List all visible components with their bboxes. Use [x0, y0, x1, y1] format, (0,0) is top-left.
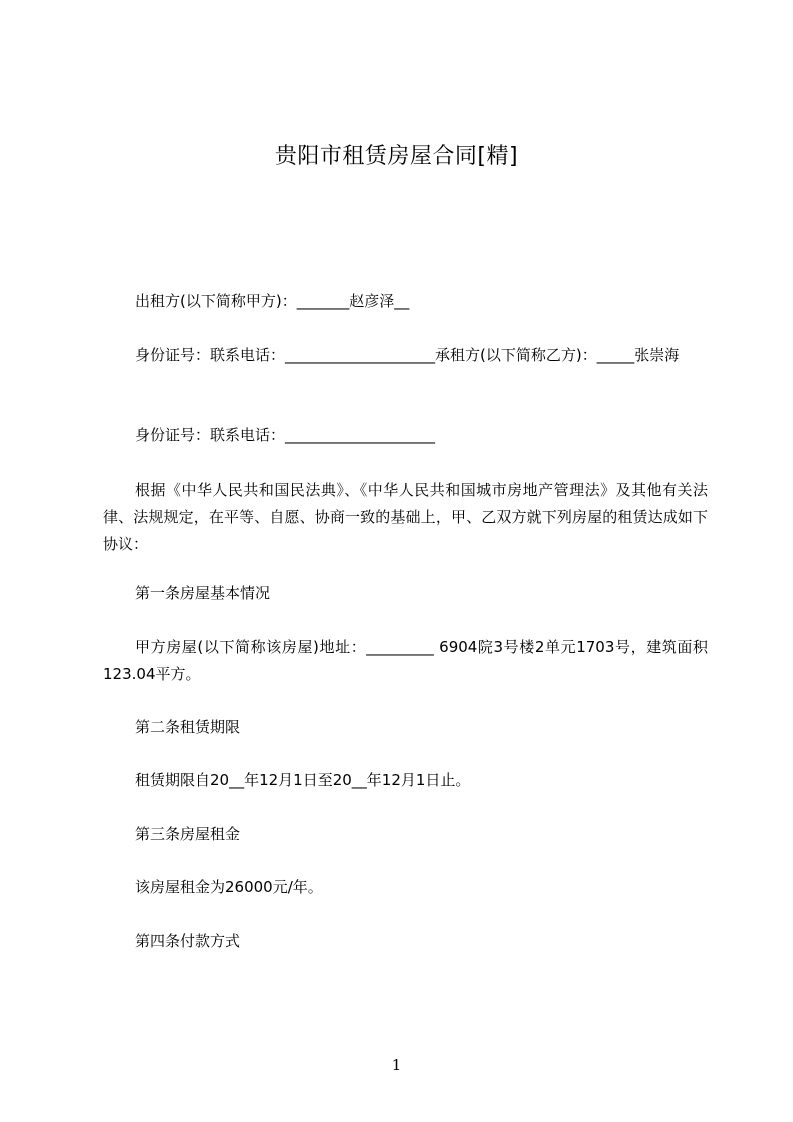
preamble-paragraph: 根据《中华人民共和国民法典》、《中华人民共和国城市房地产管理法》及其他有关法律、法规规定，在平等、自愿、协商一致的基础上，甲、乙双方就下列房屋的租赁达成如下协议：	[103, 481, 708, 553]
article-2-heading: 第二条租赁期限	[135, 718, 241, 736]
page-number: 1	[391, 1056, 402, 1074]
article-4-heading: 第四条付款方式	[135, 932, 241, 950]
article-3-heading: 第三条房屋租金	[135, 825, 241, 843]
document-title: 贵阳市租赁房屋合同[精]	[274, 144, 519, 169]
lease-term-paragraph: 租赁期限自20__年12月1日至20__年12月1日止。	[135, 771, 471, 789]
lessor-line: 出租方(以下简称甲方)：_______赵彦泽__	[135, 292, 410, 310]
property-address-paragraph: 甲方房屋(以下简称该房屋)地址：_________ 6904院3号楼2单元1703号，建筑面积123.04平方。	[103, 638, 708, 683]
lessor-id-lessee-line: 身份证号：联系电话：____________________承租方(以下简称乙方)：_____张崇海	[135, 346, 680, 364]
article-1-heading: 第一条房屋基本情况	[135, 584, 271, 602]
rent-amount-paragraph: 该房屋租金为26000元/年。	[135, 878, 323, 896]
lessee-id-line: 身份证号：联系电话：____________________	[135, 426, 436, 444]
